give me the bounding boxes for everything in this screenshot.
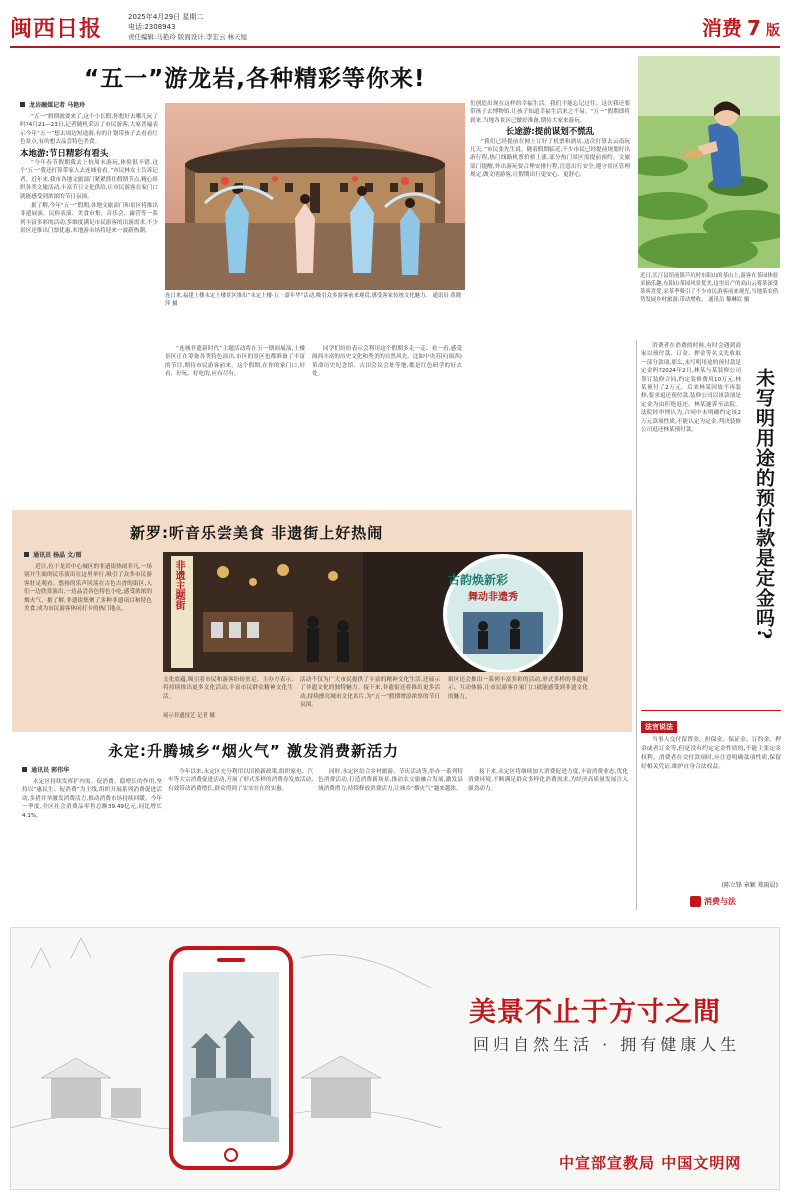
- yongding-headline: 永定:升腾城乡“烟火气” 激发消费新活力: [108, 742, 399, 760]
- main-col-2: “连城非遗新时代”主题活动将在五一期间展演,土楼景区正在筹备各类特色演出,市区的景区也都准备了丰富的节目,期待市民游客前来。这个假期,在你的家门口,好看、好玩、好吃的,应有尽有。: [165, 346, 305, 378]
- psa-footer: 中宣部宣教局 中国文明网: [559, 1154, 742, 1172]
- main-col4-body: “我们已经提前在网上订好了机票和酒店,这次打算去云南玩几天。”市民张先生说。随着假期临近,不少市民已经提前规划好出游行程,热门线路机票价格上涨,部分热门景区需提前预约。文旅部门提醒,外出游玩要合理安排行程,注意出行安全,遵守景区管理规定,做文明游客,让假期出行更安心、更舒心。: [470, 138, 630, 179]
- issue-phone: 电话:2308943: [128, 23, 176, 31]
- bullet-icon: [24, 552, 29, 557]
- yongding-col-2: 今年以来,永定区充分利用以旧换新政策,组织家电、汽车等大宗消费促进活动,开展了形式多样的消费券发放活动,有效带动消费增长,群众得到了实实在在的实惠。: [168, 769, 313, 792]
- main-photo-tulou-dance: [165, 103, 465, 290]
- main-sub-long: 长途游:提前谋划不慌乱: [505, 127, 595, 138]
- main-col-4: [470, 100, 630, 500]
- xinluo-sign-right-1: 古韵焕新彩: [448, 573, 509, 587]
- main-col4-top: 们创造出现在这样的幸福生活。我们不能忘记过往。这次我还要带孩子去博物馆,让孩子知道幸福生活来之不易。“五一”假期即将到来,当地各景区已做好准备,期待大家来游玩。: [470, 101, 630, 124]
- main-byline-text: 龙岩融媒记者 马艳玲: [29, 102, 86, 109]
- psa-ink-sketch: [11, 928, 441, 1190]
- newspaper-logo: 闽西日报: [10, 16, 103, 42]
- psa-subtitle: 回归自然生活 · 拥有健康人生: [473, 1035, 741, 1054]
- main-headline: “五一”游龙岩,各种精彩等你来!: [84, 66, 426, 92]
- tea-garden-illustration: [638, 56, 780, 268]
- issue-date: 2025年4月29日 星期二: [128, 13, 204, 21]
- psa-title: 美景不止于方寸之間: [469, 997, 721, 1028]
- xinluo-col-4: 街区还会推出一系列丰富多彩的活动,形式多样的非遗展示、互动体验,让市民游客在家门口就能感受到非遗文化的魅力。: [448, 677, 588, 700]
- masthead-rule: [10, 46, 780, 48]
- side-photo-caption: 近日,长汀县馆前镇芦坑村东阳山的茶山上,游客在茶园体验采摘乐趣,东阳山茶园风景优美,这里出产的高山云雾茶深受茶客喜爱,采茶季吸引了不少市民游客前来观光,当地茶农借势发展乡村旅游,带动增收。 通讯员 黎琳钦 摄: [640, 273, 779, 303]
- main-p1: “今年春节假期我去上杭周末游玩,体验很不错,这个‘五一’我还打算带家人去连城看看。”市民林女士告诉记者。近年来,我市各地文旅部门紧紧抓住假期节点,精心组织各类文旅活动,丰富节日文化供给,让市民游客在家门口就能感受到浓浓的节日氛围。: [20, 160, 158, 200]
- bullet-icon: [22, 767, 27, 772]
- xinluo-byline-text: 通讯员 杨晶 文/图: [33, 552, 82, 559]
- xinluo-headline: 新罗:听音乐尝美食 非遗街上好热闹: [130, 524, 384, 542]
- sidebar-body-col: 消费者在消费的时候,有时会遇到商家以预付款、订金、押金等名义先收取一部分款项,那么,未写明用途的预付款是定金吗?2024年2月,林某与某装修公司签订装修合同,约定装修费用10万元,林某预付了2万元。后来林某因故不再装修,要求退还预付款,装修公司以该款项是定金为由拒绝退还。林某遂诉至法院。法院经审理认为,合同中未明确约定该2万元款项性质,不能认定为定金,判决装修公司退还林某预付款。: [641, 343, 741, 434]
- law-body: 当事人交付留置金、担保金、保证金、订约金、押金或者订金等,但是没有约定定金性质的,不能主张定金权利。消费者在交付款项时,应注意明确款项性质,保留好相关凭证,维护自身合法权益。: [641, 737, 781, 770]
- xinluo-photo-credit: 展示非遗技艺 记者 摄: [163, 713, 215, 719]
- law-logo-icon: [690, 896, 701, 907]
- xinluo-col1-text: 近日,位于龙岩中心城区的非遗街热闹非凡,一场别开生面的民乐演出在这里举行,吸引了众多市民游客驻足观看。悠扬的乐声回荡在古色古香的街区,人们一边欣赏演出,一边品尝各色特色小吃,感受浓浓的烟火气。据了解,非遗街集聚了多种非遗项目和特色美食,成为市民游客休闲打卡的热门地点。: [24, 564, 152, 613]
- xinluo-photo: [163, 552, 583, 672]
- main-sub-local: 本地游:节日精彩有看头: [20, 148, 109, 159]
- yongding-byline-text: 通讯员 郭伟华: [31, 767, 70, 774]
- yongding-byline: [22, 765, 162, 774]
- xinluo-sign-right-2: 舞动非遗秀: [468, 592, 518, 603]
- bullet-icon: [20, 102, 25, 107]
- page-number: 7: [746, 16, 761, 40]
- yongding-col1-text: 永定区持续发挥扩内需、促消费、稳增长的作用,坚持以“惠民生、促消费”为主线,组织开展系列消费促进活动,多措并举激发消费活力,推动消费市场持续回暖。今年一季度,全区社会消费品零售总额39.49亿元,同比增长4.1%。: [22, 779, 162, 819]
- consumer-law-logo: [690, 896, 736, 907]
- sidebar-divider: [636, 340, 637, 910]
- xinluo-col-3: 活动不仅为广大市民提供了丰富的精神文化生活,还展示了非遗文化的独特魅力。接下来,非遗街还将推出更多活动,持续擦亮城市文化名片,为“五一”假期增添浓厚的节日氛围。: [300, 677, 440, 709]
- masthead: [10, 10, 780, 46]
- sidebar-headline: 未写明用途的预付款是定金吗?: [753, 368, 775, 641]
- xinluo-byline: [24, 550, 152, 559]
- page-unit: 版: [766, 23, 780, 39]
- psa-ad: [10, 927, 780, 1190]
- yongding-col-4: 接下来,永定区将继续加大消费促进力度,丰富消费业态,优化消费环境,不断满足群众多样化消费需求,为经济高质量发展注入强劲动力。: [468, 769, 628, 792]
- law-box: [641, 710, 781, 870]
- section-name: 消费: [701, 16, 742, 40]
- sidebar-signature: (陈立锋 章颖 郑雨晨): [721, 882, 778, 889]
- yongding-col-1: [22, 765, 162, 915]
- main-photo-caption: 连日来,福建土楼永定土楼景区推出“永定土楼·五一嘉年华”活动,吸引众多游客前来观赏,感受客家传统文化魅力。 通讯员 黄晓萍 摄: [165, 293, 462, 307]
- main-intro: “五一”假期就要来了,这个小长假,你想好去哪儿玩了吗?4月21—23日,记者随机采访了市民游客,大家普遍表示今年“五一”想去周边短途游,有的计划带孩子去看看红色景点,有的想去品尝特色美食。: [20, 114, 158, 146]
- main-p2: 据了解,今年“五一”假期,各地文旅部门和景区将推出非遗展演、民俗表演、美食市集、音乐会、露营等一系列丰富多彩的活动,多维度满足市民游客的出游需求,不少景区还推出门票优惠,本地游市场将迎来一波新热潮。: [20, 203, 158, 235]
- yongding-col-3: 同时,永定区结合乡村旅游、节庆活动等,举办一系列特色消费活动,打造消费新场景,推动农文旅融合发展,激发县域消费潜力,持续释放消费活力,让城乡“烟火气”越来越浓。: [318, 769, 463, 792]
- xinluo-col2-text: 文化底蕴,吸引着市民和游客纷纷驻足。主办方表示,将持续推出更多文化活动,丰富市民群众精神文化生活。: [163, 677, 293, 700]
- main-byline: [20, 100, 158, 109]
- side-photo-tea: [638, 56, 780, 268]
- xinluo-sign-left: 非遗主题街: [173, 560, 184, 610]
- issue-editors: 责任编辑:马艳玲 版面设计:李宏云 林天旭: [128, 33, 248, 41]
- section-label: [702, 12, 780, 41]
- nonheritage-street-illustration: [163, 552, 583, 672]
- main-col-1: [20, 100, 158, 500]
- tulou-scene-illustration: [165, 103, 465, 290]
- xinluo-col-2: [163, 676, 293, 728]
- xinluo-col-1: [24, 550, 152, 726]
- law-logo-label: 消费与法: [704, 897, 736, 906]
- law-title: 法官说法: [641, 721, 677, 733]
- main-col-3: 同学们纷纷表示会利用这个假期多走一走、看一看,感受闽西丰富的历史文化和秀美的自然风光。比如中央苏区(闽西)革命历史纪念馆、古田会议会址等地,都是红色研学的好去处。: [312, 346, 462, 378]
